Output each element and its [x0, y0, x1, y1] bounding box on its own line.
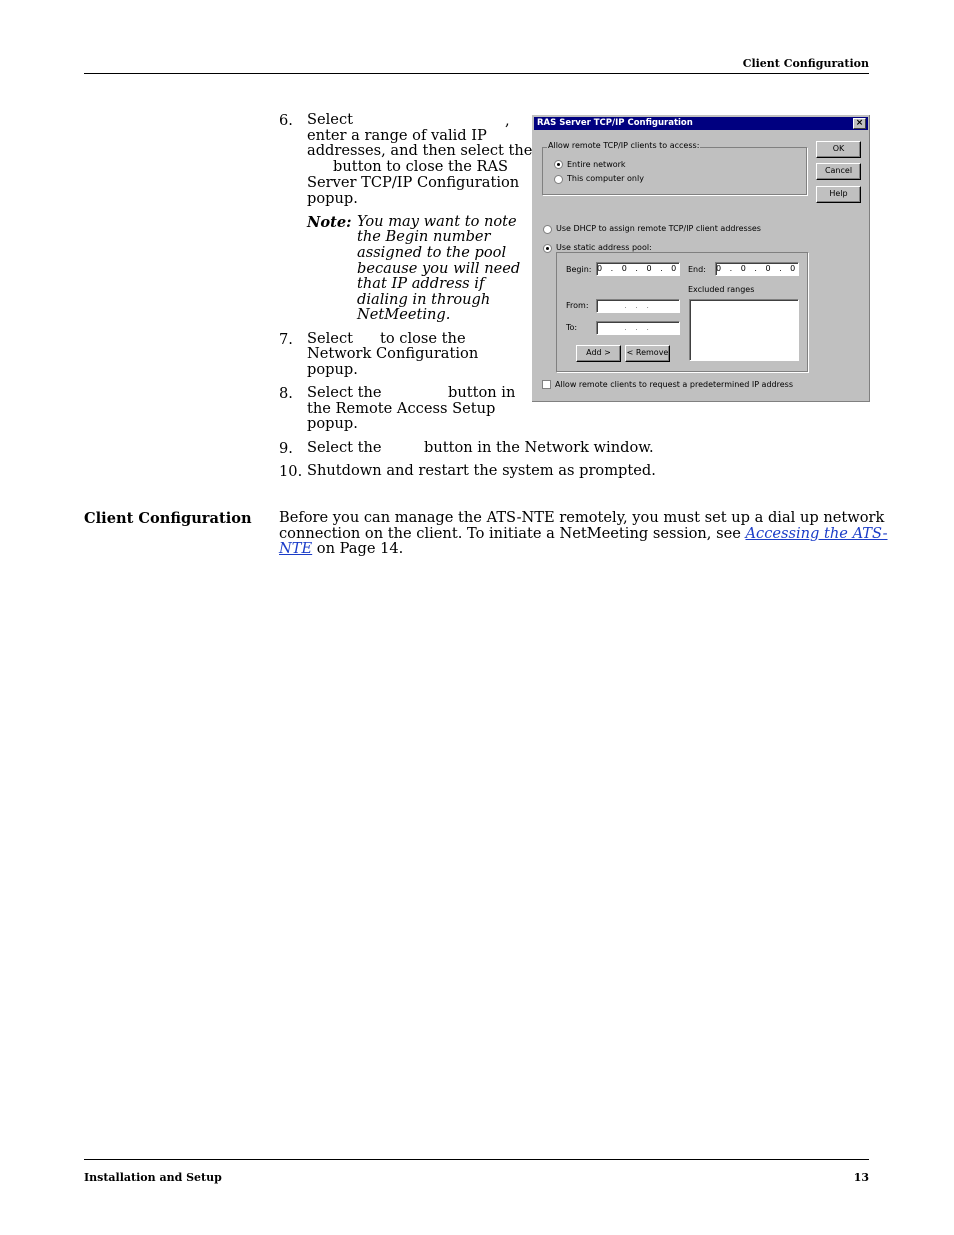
page-reference: on Page 14.	[312, 540, 404, 557]
ok-button[interactable]: OK	[816, 141, 861, 158]
step-8-number: 8.	[279, 385, 293, 402]
footer-rule	[84, 1159, 869, 1160]
section-heading: Client Configuration	[84, 510, 252, 527]
step-6-line-3: addresses, and then select the	[307, 142, 533, 159]
note-line-7: NetMeeting.	[357, 306, 451, 323]
radio-use-dhcp[interactable]	[543, 225, 552, 234]
from-address-field[interactable]: . . .	[596, 299, 680, 313]
cancel-button[interactable]: Cancel	[816, 163, 861, 180]
step-6-line-5: Server TCP/IP Configuration	[307, 174, 520, 191]
step-10-line-1: Shutdown and restart the system as prompted.	[307, 462, 656, 479]
client-config-line-1: Before you can manage the ATS-NTE remotely, you must set up a dial up network	[279, 509, 885, 526]
step-7-number: 7.	[279, 331, 293, 348]
radio-entire-network[interactable]	[554, 160, 563, 169]
step-6-line-1: Select	[307, 111, 353, 128]
step-8-line-3: popup.	[307, 415, 358, 432]
accessing-ats-link[interactable]: Accessing the ATS-	[745, 525, 888, 542]
note-line-6: dialing in through	[357, 291, 491, 308]
add-button[interactable]: Add >	[576, 345, 621, 362]
to-label: To:	[566, 323, 578, 332]
header-rule	[84, 73, 869, 74]
step-9-line-1b: button in the Network window.	[424, 439, 654, 456]
step-9-line-1a: Select the	[307, 439, 382, 456]
step-10-number: 10.	[279, 463, 303, 480]
note-label: Note:	[307, 214, 352, 231]
end-label: End:	[688, 265, 706, 274]
note-line-1: You may want to note	[357, 213, 517, 230]
step-7-line-2: Network Configuration	[307, 345, 479, 362]
radio-entire-network-label: Entire network	[567, 160, 626, 169]
note-line-5: that IP address if	[357, 275, 485, 292]
allow-request-checkbox[interactable]	[542, 380, 551, 389]
access-groupbox	[542, 147, 807, 195]
client-config-text: connection on the client. To initiate a NetMeeting session, see	[279, 525, 746, 542]
ras-tcpip-dialog	[532, 115, 870, 402]
help-button[interactable]: Help	[816, 186, 861, 203]
close-icon[interactable]: ×	[853, 118, 866, 129]
step-7-line-1b: to close the	[380, 330, 466, 347]
step-9-number: 9.	[279, 440, 293, 457]
note-line-2: the Begin number	[357, 228, 491, 245]
access-group-label: Allow remote TCP/IP clients to access:	[548, 141, 700, 150]
step-6-line-4: button to close the RAS	[333, 158, 509, 175]
step-7-line-1a: Select	[307, 330, 353, 347]
begin-label: Begin:	[566, 265, 592, 274]
allow-request-label: Allow remote clients to request a predetermined IP address	[555, 380, 793, 389]
radio-static-pool[interactable]	[543, 244, 552, 253]
radio-static-pool-label: Use static address pool:	[556, 243, 652, 252]
step-6-line-6: popup.	[307, 190, 358, 207]
step-6-line-2: enter a range of valid IP	[307, 127, 487, 144]
step-8-line-2: the Remote Access Setup	[307, 400, 496, 417]
to-address-field[interactable]: . . .	[596, 321, 680, 335]
radio-this-computer[interactable]	[554, 175, 563, 184]
end-address-field[interactable]: 0 . 0 . 0 . 0	[715, 262, 799, 276]
dialog-titlebar	[534, 117, 868, 130]
client-config-line-3	[279, 541, 403, 557]
step-8-line-1b: button in	[448, 384, 516, 401]
begin-address-field[interactable]: 0 . 0 . 0 . 0	[596, 262, 680, 276]
running-header: Client Configuration	[742, 57, 869, 70]
radio-this-computer-label: This computer only	[567, 174, 644, 183]
step-6-number: 6.	[279, 112, 293, 129]
remove-button[interactable]: < Remove	[625, 345, 670, 362]
dialog-title: RAS Server TCP/IP Configuration	[537, 118, 693, 128]
note-line-4: because you will need	[357, 260, 521, 277]
note-line-3: assigned to the pool	[357, 244, 507, 261]
step-8-line-1a: Select the	[307, 384, 382, 401]
excluded-ranges-label: Excluded ranges	[688, 285, 755, 294]
step-7-line-3: popup.	[307, 361, 358, 378]
from-label: From:	[566, 301, 589, 310]
footer-chapter: Installation and Setup	[84, 1171, 222, 1184]
radio-use-dhcp-label: Use DHCP to assign remote TCP/IP client addresses	[556, 224, 761, 233]
step-6-comma: ,	[505, 112, 510, 129]
page-number: 13	[853, 1171, 869, 1184]
excluded-ranges-list[interactable]	[689, 299, 799, 361]
accessing-ats-link-cont[interactable]: NTE	[279, 540, 313, 557]
